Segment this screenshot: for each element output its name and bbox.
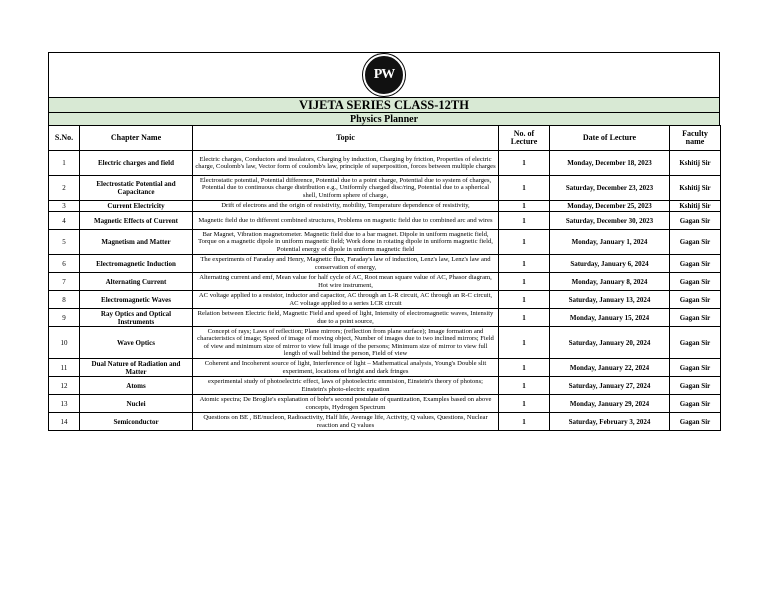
cell-topic: AC voltage applied to a resistor, inductor and capacitor, AC through an L-R circuit, AC through an R-C circuit, AC voltage applied to a series LCR circuit (193, 291, 499, 309)
table-row (49, 291, 721, 309)
cell-lectures: 1 (499, 176, 550, 201)
cell-topic: The experiments of Faraday and Henry, Magnetic flux, Faraday's law of induction, Lenz's law, Lenz's law and conservation of energy, (193, 255, 499, 273)
cell-sno: 11 (49, 359, 80, 377)
cell-chapter: Semiconductor (80, 413, 193, 431)
cell-sno: 7 (49, 273, 80, 291)
cell-chapter: Electromagnetic Waves (80, 291, 193, 309)
cell-topic: Concept of rays; Laws of reflection; Plane mirrors; (reflection from plane surface); Image formation and characteristics of image; Speed of image of moving object, Number of images due to two inclined mirrors; Field of view and minimum size of mirror to view full image of the persons; Minimum size of mirror to view full length of wall behind the person, Field of view (193, 327, 499, 359)
cell-date: Monday, December 25, 2023 (550, 201, 670, 212)
cell-faculty: Gagan Sir (670, 359, 721, 377)
cell-chapter: Wave Optics (80, 327, 193, 359)
cell-lectures: 1 (499, 377, 550, 395)
logo-area (48, 52, 720, 97)
cell-sno: 6 (49, 255, 80, 273)
cell-topic: Magnetic field due to different combined structures, Problems on magnetic field due to combined arc and wires (193, 212, 499, 230)
cell-lectures: 1 (499, 359, 550, 377)
cell-sno: 12 (49, 377, 80, 395)
cell-sno: 8 (49, 291, 80, 309)
cell-lectures: 1 (499, 395, 550, 413)
cell-lectures: 1 (499, 291, 550, 309)
cell-faculty: Gagan Sir (670, 255, 721, 273)
cell-topic: Coherent and Incoherent source of light, Interference of light – Mathematical analysis, Young's Double slit experiment, locations of bright and dark fringes (193, 359, 499, 377)
cell-chapter: Magnetism and Matter (80, 230, 193, 255)
cell-chapter: Atoms (80, 377, 193, 395)
cell-date: Saturday, December 30, 2023 (550, 212, 670, 230)
cell-date: Monday, January 22, 2024 (550, 359, 670, 377)
cell-faculty: Gagan Sir (670, 212, 721, 230)
table-row (49, 255, 721, 273)
header-topic: Topic (193, 126, 499, 151)
cell-date: Monday, January 1, 2024 (550, 230, 670, 255)
cell-chapter: Magnetic Effects of Current (80, 212, 193, 230)
cell-chapter: Electromagnetic Induction (80, 255, 193, 273)
cell-faculty: Gagan Sir (670, 309, 721, 327)
table-row (49, 176, 721, 201)
cell-sno: 2 (49, 176, 80, 201)
cell-date: Saturday, January 27, 2024 (550, 377, 670, 395)
cell-topic: Questions on BE , BE/nucleon, Radioactivity, Half life, Average life, Activity, Q values, Questions, Nuclear reaction and Q values (193, 413, 499, 431)
table-row (49, 413, 721, 431)
cell-date: Saturday, January 13, 2024 (550, 291, 670, 309)
cell-lectures: 1 (499, 413, 550, 431)
cell-date: Saturday, January 20, 2024 (550, 327, 670, 359)
planner-sheet (48, 52, 720, 431)
cell-faculty: Gagan Sir (670, 395, 721, 413)
planner-table (48, 125, 721, 431)
logo-text: PW (373, 67, 395, 82)
cell-topic: Electric charges, Conductors and insulators, Charging by induction, Charging by friction, Properties of electric charge, Coulomb's law, Vector form of coulomb's law, principle of superposition, forces between multiple charges (193, 151, 499, 176)
cell-date: Saturday, February 3, 2024 (550, 413, 670, 431)
page-subtitle: Physics Planner (48, 112, 720, 125)
cell-faculty: Gagan Sir (670, 413, 721, 431)
cell-faculty: Gagan Sir (670, 230, 721, 255)
cell-topic: Atomic spectra; De Broglie's explanation of bohr's second postulate of quantization, Examples based on above concepts, Hydrogen Spectrum (193, 395, 499, 413)
cell-chapter: Electric charges and field (80, 151, 193, 176)
cell-lectures: 1 (499, 273, 550, 291)
cell-date: Monday, January 29, 2024 (550, 395, 670, 413)
cell-topic: Drift of electrons and the origin of resistivity, mobility, Temperature dependence of resistivity, (193, 201, 499, 212)
page-title: VIJETA SERIES CLASS-12TH (48, 97, 720, 112)
cell-lectures: 1 (499, 151, 550, 176)
table-row (49, 359, 721, 377)
cell-chapter: Ray Optics and Optical Instruments (80, 309, 193, 327)
cell-chapter: Dual Nature of Radiation and Matter (80, 359, 193, 377)
cell-faculty: Gagan Sir (670, 377, 721, 395)
header-date: Date of Lecture (550, 126, 670, 151)
cell-topic: Relation between Electric field, Magnetic Field and speed of light, Intensity of electromagnetic waves, Intensity due to a point source, (193, 309, 499, 327)
cell-date: Saturday, January 6, 2024 (550, 255, 670, 273)
cell-chapter: Alternating Current (80, 273, 193, 291)
cell-topic: Bar Magnet, Vibration magnetometer. Magnetic field due to a bar magnet. Dipole in uniform magnetic field, Torque on a magnetic dipole in uniform magnetic field; Work done in rotating dipole in uniform magnetic field, Potential energy of dipole in uniform magnetic field (193, 230, 499, 255)
cell-sno: 4 (49, 212, 80, 230)
table-row (49, 151, 721, 176)
table-row (49, 377, 721, 395)
cell-faculty: Kshitij Sir (670, 151, 721, 176)
cell-lectures: 1 (499, 309, 550, 327)
table-header-row (49, 126, 721, 151)
cell-sno: 10 (49, 327, 80, 359)
cell-lectures: 1 (499, 230, 550, 255)
table-row (49, 309, 721, 327)
table-row (49, 327, 721, 359)
table-row (49, 230, 721, 255)
cell-sno: 9 (49, 309, 80, 327)
cell-sno: 5 (49, 230, 80, 255)
cell-sno: 1 (49, 151, 80, 176)
cell-topic: Alternating current and emf, Mean value for half cycle of AC, Root mean square value of AC, Phasor diagram, Hot wire instrument, (193, 273, 499, 291)
cell-faculty: Gagan Sir (670, 273, 721, 291)
cell-chapter: Nuclei (80, 395, 193, 413)
table-row (49, 201, 721, 212)
table-row (49, 212, 721, 230)
cell-date: Saturday, December 23, 2023 (550, 176, 670, 201)
cell-lectures: 1 (499, 212, 550, 230)
cell-topic: Electrostatic potential, Potential difference, Potential due to a point charge, Potential due to system of charges, Potential due to continuous charge distribution e.g., Uniformly charged disc/ring, Potential due to a spherical shell, Uniform sphere of charge, (193, 176, 499, 201)
cell-faculty: Gagan Sir (670, 327, 721, 359)
cell-sno: 3 (49, 201, 80, 212)
cell-date: Monday, January 8, 2024 (550, 273, 670, 291)
cell-lectures: 1 (499, 201, 550, 212)
cell-faculty: Kshitij Sir (670, 201, 721, 212)
cell-lectures: 1 (499, 255, 550, 273)
pw-logo (363, 54, 405, 96)
header-sno: S.No. (49, 126, 80, 151)
cell-faculty: Kshitij Sir (670, 176, 721, 201)
header-faculty: Faculty name (670, 126, 721, 151)
cell-date: Monday, December 18, 2023 (550, 151, 670, 176)
cell-chapter: Current Electricity (80, 201, 193, 212)
cell-chapter: Electrostatic Potential and Capacitance (80, 176, 193, 201)
table-row (49, 395, 721, 413)
cell-date: Monday, January 15, 2024 (550, 309, 670, 327)
header-lectures: No. of Lecture (499, 126, 550, 151)
cell-faculty: Gagan Sir (670, 291, 721, 309)
cell-sno: 13 (49, 395, 80, 413)
cell-topic: experimental study of photoelectric effect, laws of photoelectric emmision, Einstein's theory of photons; Einstein's photo-electric equation (193, 377, 499, 395)
table-body (49, 151, 721, 431)
header-chapter: Chapter Name (80, 126, 193, 151)
cell-lectures: 1 (499, 327, 550, 359)
table-row (49, 273, 721, 291)
cell-sno: 14 (49, 413, 80, 431)
